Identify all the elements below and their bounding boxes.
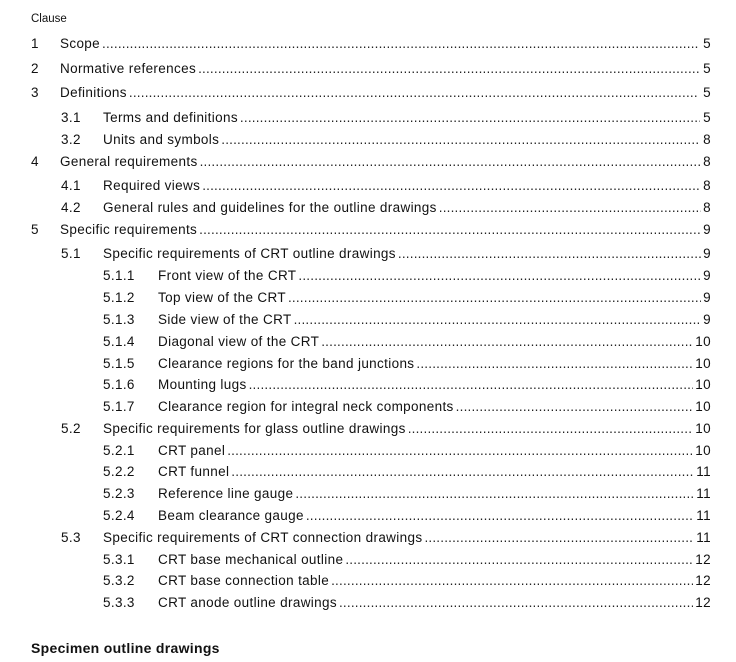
dot-leader (198, 61, 700, 76)
toc-entry-page: 5 (703, 110, 711, 125)
toc-entry-number: 4 (31, 154, 39, 169)
dot-leader (439, 200, 701, 215)
toc-entry-page: 9 (703, 268, 711, 283)
toc-entry[interactable] (0, 464, 711, 482)
toc-entry[interactable] (0, 356, 711, 374)
toc-entry-page: 9 (703, 246, 711, 261)
toc-entry-number: 2 (31, 61, 39, 76)
toc-entry-page: 5 (703, 36, 711, 51)
toc-entry-number: 5.2.2 (103, 464, 135, 479)
dot-leader (345, 552, 693, 567)
toc-entry[interactable] (0, 290, 711, 308)
toc-entry-title: Beam clearance gauge (158, 508, 304, 523)
toc-entry-title: Units and symbols (103, 132, 220, 147)
toc-entry-page: 11 (696, 508, 711, 523)
toc-entry-number: 5.3.1 (103, 552, 135, 567)
toc-entry-page: 12 (695, 573, 711, 588)
toc-entry[interactable] (0, 573, 711, 591)
toc-entry-page: 12 (695, 552, 711, 567)
toc-entry[interactable] (0, 132, 711, 150)
toc-entry[interactable] (0, 377, 711, 395)
dot-leader (424, 530, 694, 545)
toc-entry-number: 5.1.7 (103, 399, 135, 414)
toc-entry[interactable] (0, 85, 711, 103)
toc-entry-number: 3 (31, 85, 39, 100)
dot-leader (199, 222, 699, 237)
clause-column-label: Clause (31, 13, 67, 25)
toc-entry-title: Clearance region for integral neck components (158, 399, 454, 414)
toc-entry-number: 5.1 (61, 246, 81, 261)
section-heading: Specimen outline drawings (31, 640, 220, 656)
toc-entry-number: 4.2 (61, 200, 81, 215)
dot-leader (339, 595, 693, 610)
toc-entry[interactable] (0, 154, 711, 172)
toc-entry-page: 11 (696, 464, 711, 479)
toc-entry-page: 8 (703, 154, 711, 169)
toc-entry-title: General requirements (60, 154, 198, 169)
toc-entry[interactable] (0, 246, 711, 264)
toc-entry-page: 10 (695, 443, 711, 458)
toc-entry[interactable] (0, 399, 711, 417)
toc-entry-number: 3.2 (61, 132, 81, 147)
toc-entry-title: General rules and guidelines for the outline drawings (103, 200, 437, 215)
toc-entry-number: 5.3.2 (103, 573, 135, 588)
toc-entry-number: 1 (31, 36, 39, 51)
toc-entry-number: 5.1.6 (103, 377, 135, 392)
toc-entry[interactable] (0, 595, 711, 613)
toc-entry-number: 5.3.3 (103, 595, 135, 610)
toc-entry[interactable] (0, 421, 711, 439)
toc-entry-title: Specific requirements of CRT outline drawings (103, 246, 396, 261)
toc-entry-title: CRT panel (158, 443, 226, 458)
toc-entry-title: CRT funnel (158, 464, 230, 479)
toc-entry[interactable] (0, 178, 711, 196)
toc-entry-title: Normative references (60, 61, 197, 76)
toc-entry-number: 5 (31, 222, 39, 237)
dot-leader (249, 377, 694, 392)
toc-entry-page: 10 (695, 356, 711, 371)
toc-entry[interactable] (0, 36, 711, 54)
toc-entry-title: Scope (60, 36, 101, 51)
toc-entry-title: Specific requirements (60, 222, 198, 237)
dot-leader (227, 443, 693, 458)
toc-entry-number: 5.3 (61, 530, 81, 545)
toc-entry-page: 9 (703, 222, 711, 237)
dot-leader (298, 268, 701, 283)
dot-leader (456, 399, 694, 414)
toc-entry-title: Diagonal view of the CRT (158, 334, 320, 349)
toc-entry[interactable] (0, 443, 711, 461)
toc-entry-number: 5.1.2 (103, 290, 135, 305)
dot-leader (416, 356, 693, 371)
dot-leader (288, 290, 701, 305)
toc-entry-number: 5.2.1 (103, 443, 135, 458)
toc-entry-title: Terms and definitions (103, 110, 238, 125)
toc-entry-title: Required views (103, 178, 201, 193)
toc-entry[interactable] (0, 312, 711, 330)
dot-leader (221, 132, 700, 147)
toc-entry-page: 10 (695, 399, 711, 414)
dot-leader (240, 110, 700, 125)
toc-entry[interactable] (0, 486, 711, 504)
toc-entry-number: 3.1 (61, 110, 81, 125)
toc-entry[interactable] (0, 110, 711, 128)
toc-entry-page: 10 (695, 377, 711, 392)
toc-entry[interactable] (0, 222, 711, 240)
toc-entry[interactable] (0, 508, 711, 526)
toc-entry-title: Side view of the CRT (158, 312, 292, 327)
toc-entry-page: 5 (703, 85, 711, 100)
dot-leader (331, 573, 693, 588)
dot-leader (295, 486, 694, 501)
dot-leader (321, 334, 693, 349)
toc-entry-title: Front view of the CRT (158, 268, 297, 283)
toc-entry-page: 11 (696, 486, 711, 501)
toc-entry-page: 12 (695, 595, 711, 610)
toc-entry-page: 9 (703, 290, 711, 305)
toc-entry-number: 4.1 (61, 178, 81, 193)
toc-entry-title: Specific requirements of CRT connection drawings (103, 530, 423, 545)
toc-entry-title: CRT base connection table (158, 573, 330, 588)
toc-entry-number: 5.1.5 (103, 356, 135, 371)
toc-entry[interactable] (0, 268, 711, 286)
toc-entry[interactable] (0, 530, 711, 548)
toc-entry-title: Mounting lugs (158, 377, 247, 392)
toc-entry-title: Clearance regions for the band junctions (158, 356, 415, 371)
toc-entry-number: 5.2.3 (103, 486, 135, 501)
toc-entry-page: 9 (703, 312, 711, 327)
dot-leader (398, 246, 701, 261)
dot-leader (294, 312, 702, 327)
toc-entry-title: Top view of the CRT (158, 290, 286, 305)
toc-entry-title: Reference line gauge (158, 486, 294, 501)
dot-leader (231, 464, 694, 479)
toc-entry[interactable] (0, 61, 711, 79)
toc-entry[interactable] (0, 200, 711, 218)
toc-entry[interactable] (0, 334, 711, 352)
toc-entry-page: 8 (703, 178, 711, 193)
dot-leader (102, 36, 698, 51)
dot-leader (200, 154, 700, 169)
toc-entry-number: 5.2 (61, 421, 81, 436)
toc-entry[interactable] (0, 552, 711, 570)
toc-entry-page: 10 (695, 421, 711, 436)
toc-entry-page: 10 (695, 334, 711, 349)
toc-entry-page: 5 (703, 61, 711, 76)
dot-leader (306, 508, 694, 523)
toc-entry-page: 8 (703, 132, 711, 147)
toc-entry-title: Specific requirements for glass outline drawings (103, 421, 406, 436)
toc-entry-title: Definitions (60, 85, 127, 100)
toc-entry-page: 8 (703, 200, 711, 215)
toc-entry-title: CRT anode outline drawings (158, 595, 337, 610)
toc-entry-page: 11 (696, 530, 711, 545)
dot-leader (129, 85, 698, 100)
toc-entry-title: CRT base mechanical outline (158, 552, 344, 567)
toc-entry-number: 5.1.3 (103, 312, 135, 327)
toc-entry-number: 5.1.4 (103, 334, 135, 349)
toc-entry-number: 5.1.1 (103, 268, 135, 283)
dot-leader (408, 421, 694, 436)
dot-leader (202, 178, 699, 193)
toc-entry-number: 5.2.4 (103, 508, 135, 523)
